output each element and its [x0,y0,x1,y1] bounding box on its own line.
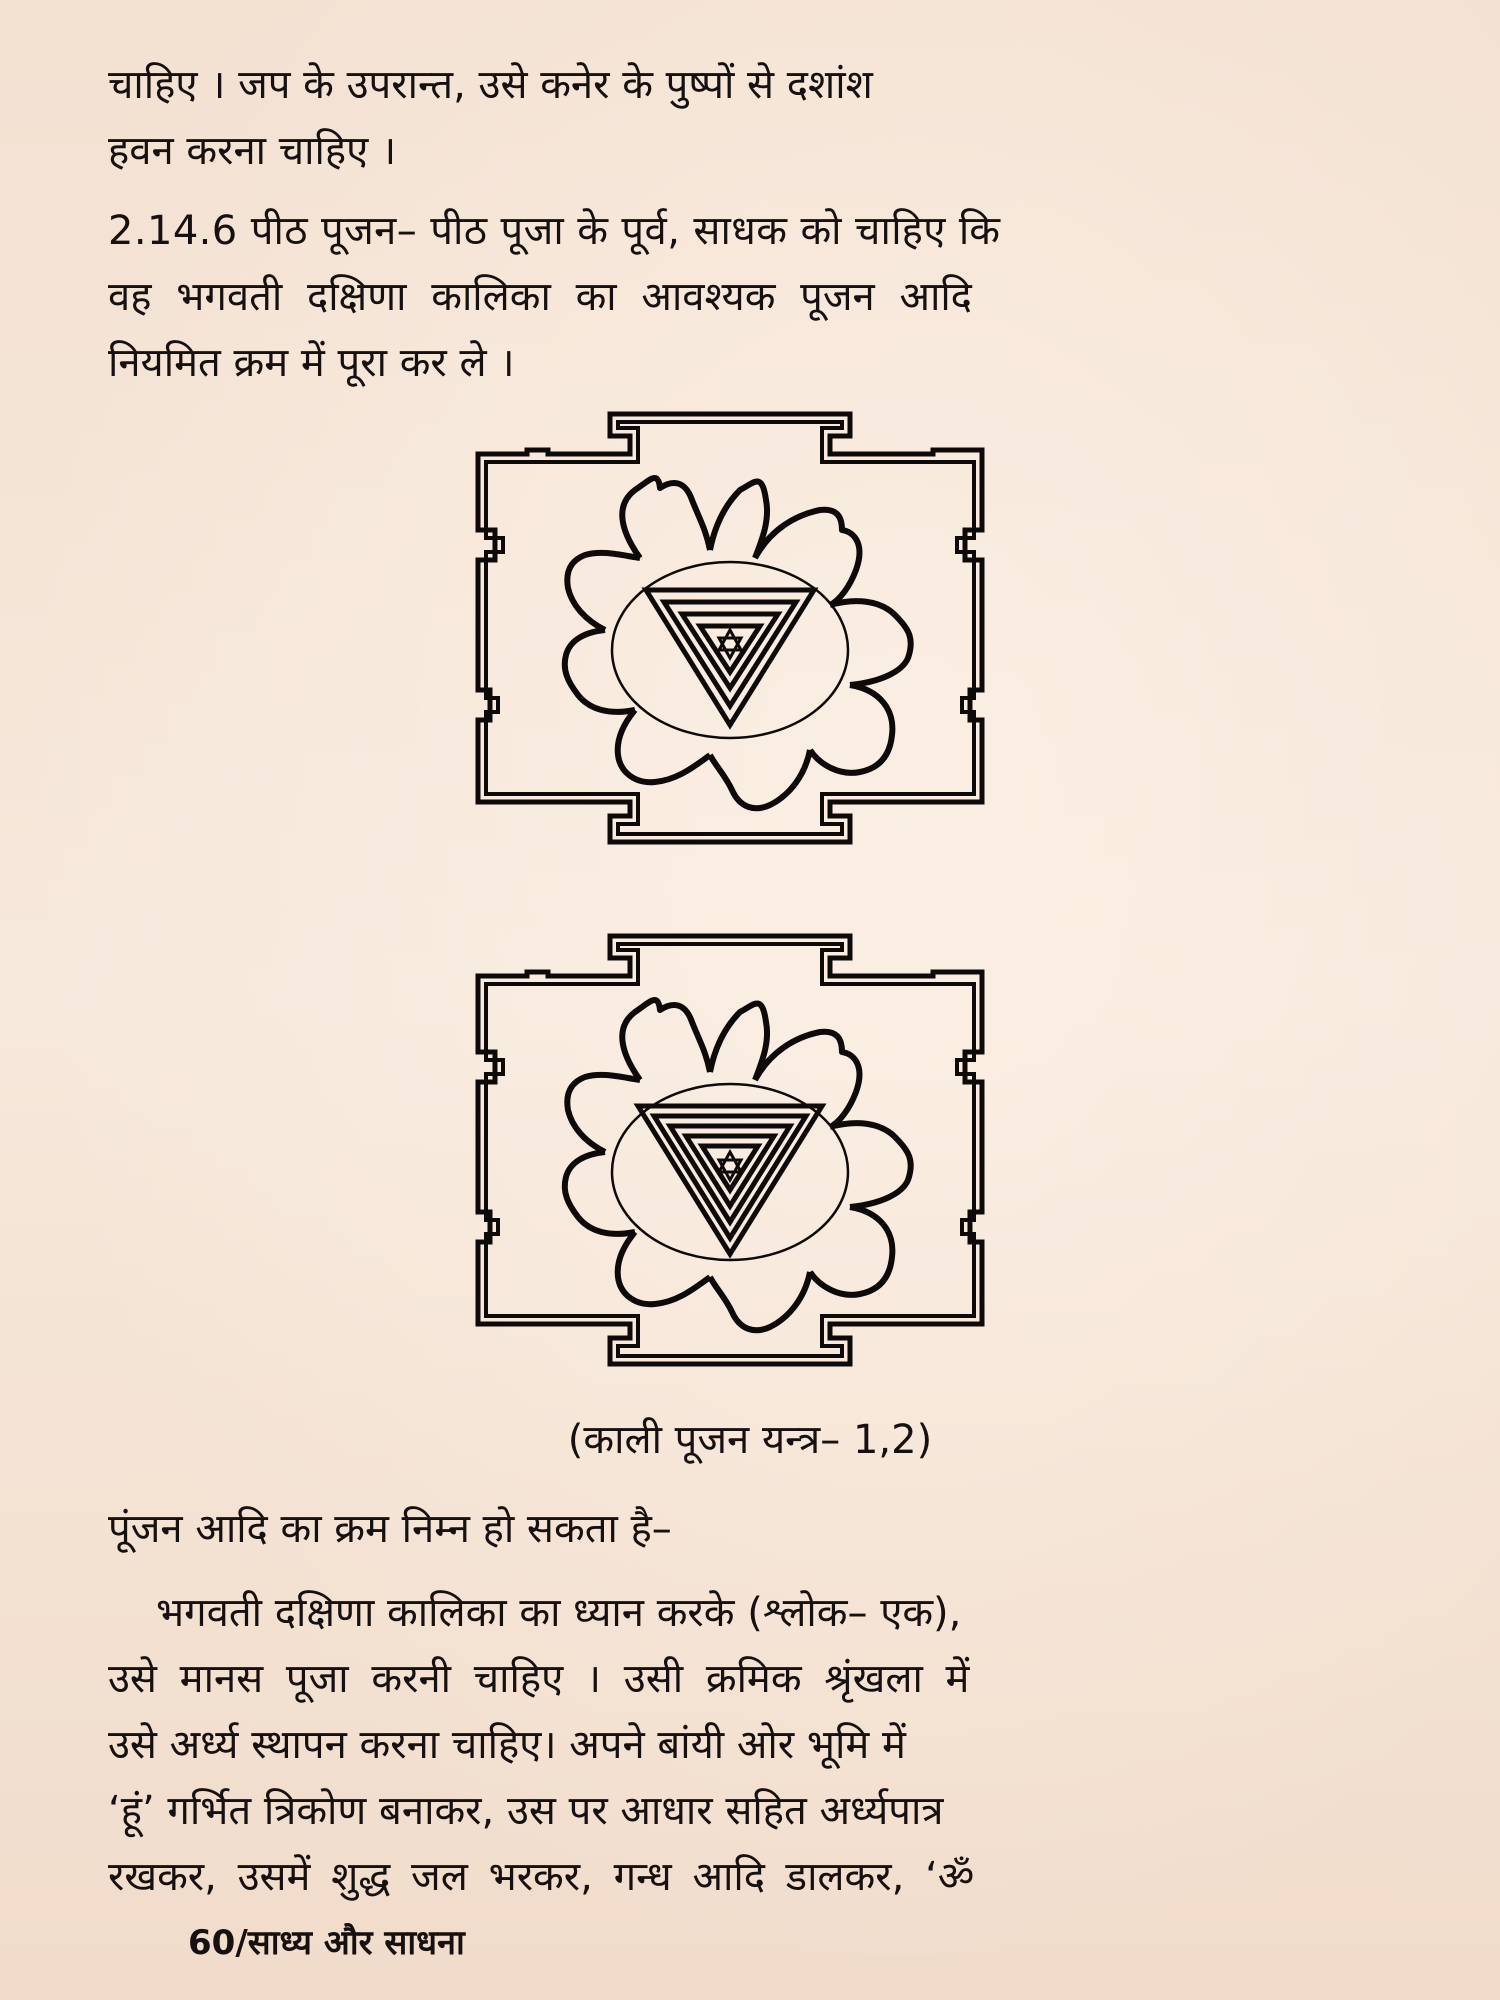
section-2-14-6 [108,198,1408,396]
kali-yantra-1 [410,410,1050,850]
paragraph-1 [108,52,1408,184]
shatkona-star [719,630,741,658]
text-line: भगवती दक्षिणा कालिका का ध्यान करके (श्लोक– एक), [156,1590,962,1636]
text-line: पूंजन आदि का क्रम निम्न हो सकता है– [108,1506,672,1552]
text-line: चाहिए । जप के उपरान्त, उसे कनेर के पुष्पों से दशांश [108,62,873,108]
text-line: हवन करना चाहिए । [108,128,397,174]
paragraph-4 [108,1580,1408,1910]
text-line: वह भगवती दक्षिणा कालिका का आवश्यक पूजन आदि [108,274,972,320]
page-footer: 60/साध्य और साधना [188,1923,465,1963]
text-line: उसे अर्ध्य स्थापन करना चाहिए। अपने बांयी ओर भूमि में [108,1722,906,1768]
text-line: उसे मानस पूजा करनी चाहिए । उसी क्रमिक श्रृंखला में [108,1656,970,1702]
text-line: रखकर, उसमें शुद्ध जल भरकर, गन्ध आदि डालकर, ‘ॐ [108,1854,975,1900]
figure-caption: (काली पूजन यन्त्र– 1,2) [567,1417,933,1463]
text-line: ‘हूं’ गर्भित त्रिकोण बनाकर, उस पर आधार सहित अर्ध्यपात्र [108,1788,944,1834]
section-heading-line: 2.14.6 पीठ पूजन– पीठ पूजा के पूर्व, साधक को चाहिए कि [108,208,1001,254]
text-line: नियमित क्रम में पूरा कर ले । [108,340,515,386]
paragraph-3 [108,1496,1408,1562]
kali-yantra-2 [410,932,1050,1372]
